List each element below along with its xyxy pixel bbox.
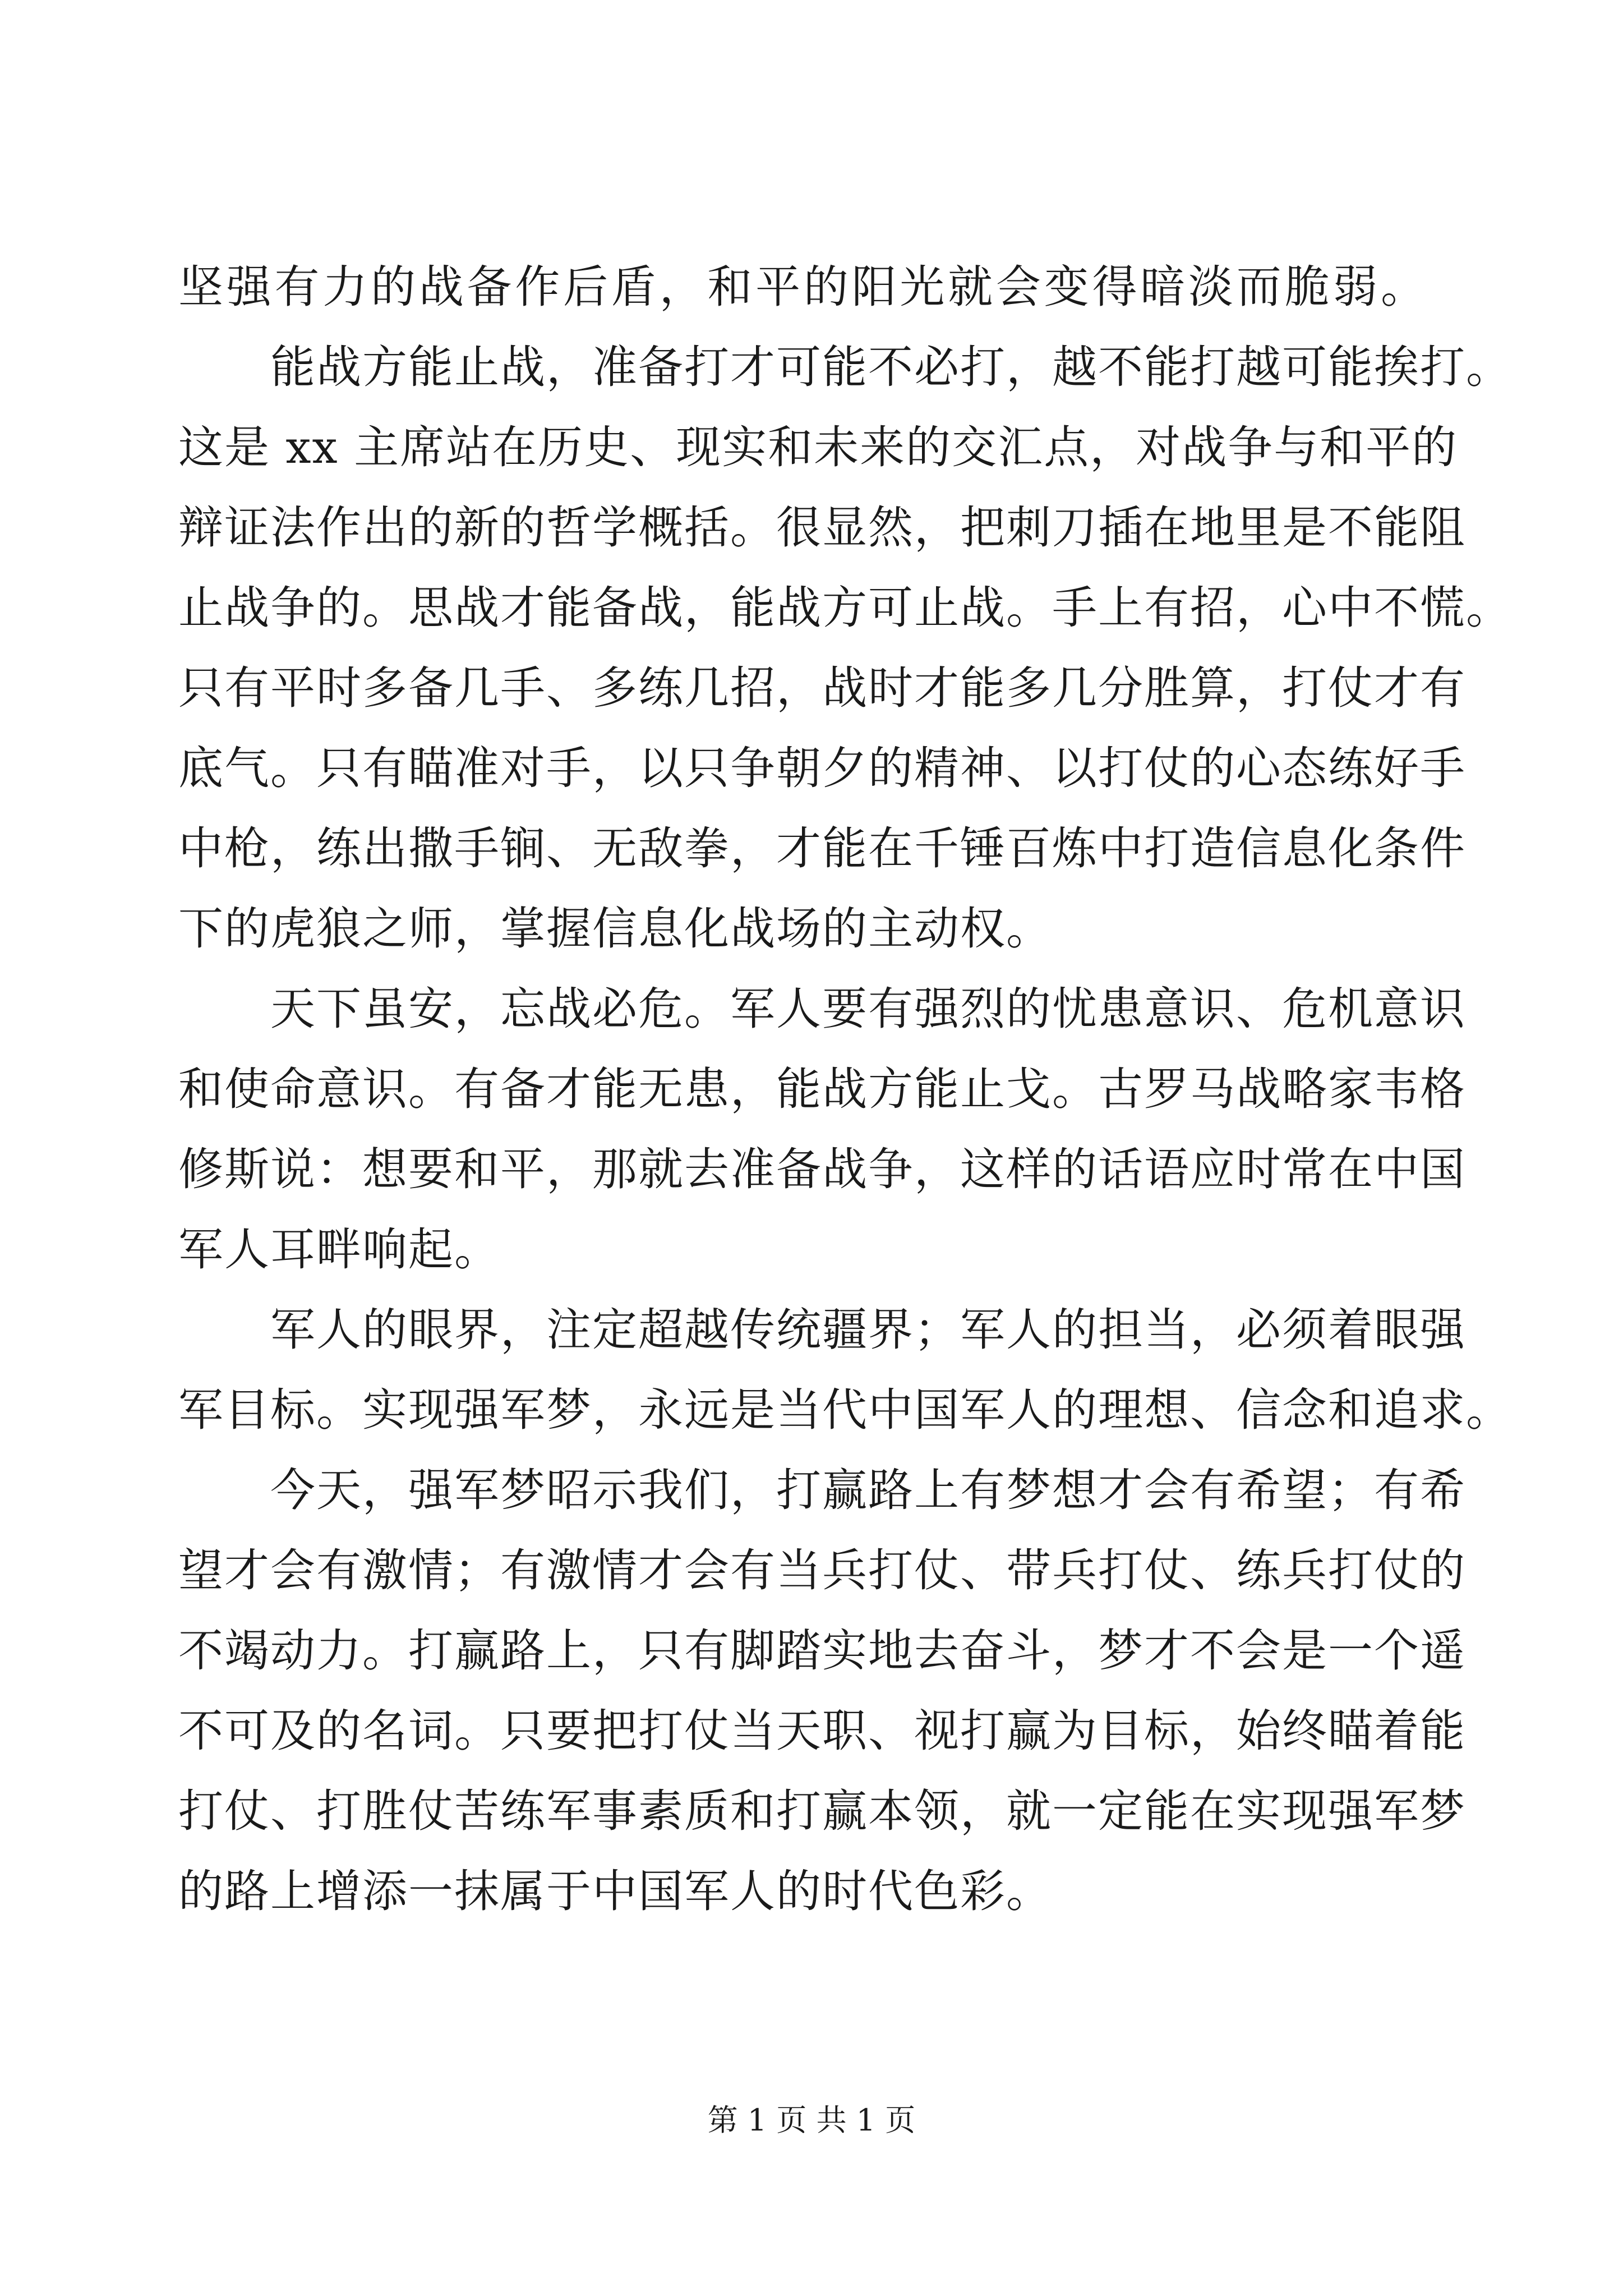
text-line: 辩证法作出的新的哲学概括。很显然，把刺刀插在地里是不能阻 [178, 501, 1466, 554]
text-line: 中枪，练出撒手锏、无敌拳，才能在千锤百炼中打造信息化条件 [178, 822, 1466, 875]
paragraph-first-line: 能战方能止战，准备打才可能不必打，越不能打越可能挨打。 [270, 341, 1512, 393]
paragraph-first-line: 天下虽安，忘战必危。军人要有强烈的忧患意识、危机意识 [270, 983, 1466, 1035]
text-line: 止战争的。思战才能备战，能战方可止战。手上有招，心中不慌。 [178, 582, 1512, 634]
text-line: 军目标。实现强军梦，永远是当代中国军人的理想、信念和追求。 [178, 1384, 1512, 1436]
text-line: 修斯说：想要和平，那就去准备战争，这样的话语应时常在中国 [178, 1143, 1466, 1195]
text-line: 不竭动力。打赢路上，只有脚踏实地去奋斗，梦才不会是一个遥 [178, 1625, 1466, 1677]
text-line: 不可及的名词。只要把打仗当天职、视打赢为目标，始终瞄着能 [178, 1705, 1466, 1757]
page-footer: 第 1 页 共 1 页 [707, 2102, 916, 2138]
paragraph-first-line: 军人的眼界，注定超越传统疆界；军人的担当，必须着眼强 [270, 1304, 1466, 1356]
body-text [178, 247, 1512, 1931]
text-line: 望才会有激情；有激情才会有当兵打仗、带兵打仗、练兵打仗的 [178, 1544, 1466, 1596]
text-line: 只有平时多备几手、多练几招，战时才能多几分胜算，打仗才有 [178, 662, 1466, 714]
text-line: 的路上增添一抹属于中国军人的时代色彩。 [178, 1865, 1052, 1917]
text-line: 坚强有力的战备作后盾，和平的阳光就会变得暗淡而脆弱。 [178, 261, 1427, 313]
text-line: 打仗、打胜仗苦练军事素质和打赢本领，就一定能在实现强军梦 [178, 1785, 1466, 1837]
text-line: 和使命意识。有备才能无患，能战方能止戈。古罗马战略家韦格 [178, 1063, 1466, 1115]
text-line: 底气。只有瞄准对手，以只争朝夕的精神、以打仗的心态练好手 [178, 742, 1466, 794]
paragraph-first-line: 今天，强军梦昭示我们，打赢路上有梦想才会有希望；有希 [270, 1464, 1466, 1516]
text-line: 下的虎狼之师，掌握信息化战场的主动权。 [178, 903, 1052, 955]
text-line: 军人耳畔响起。 [178, 1223, 500, 1276]
text-line: 这是 xx 主席站在历史、现实和未来的交汇点，对战争与和平的 [178, 421, 1458, 473]
